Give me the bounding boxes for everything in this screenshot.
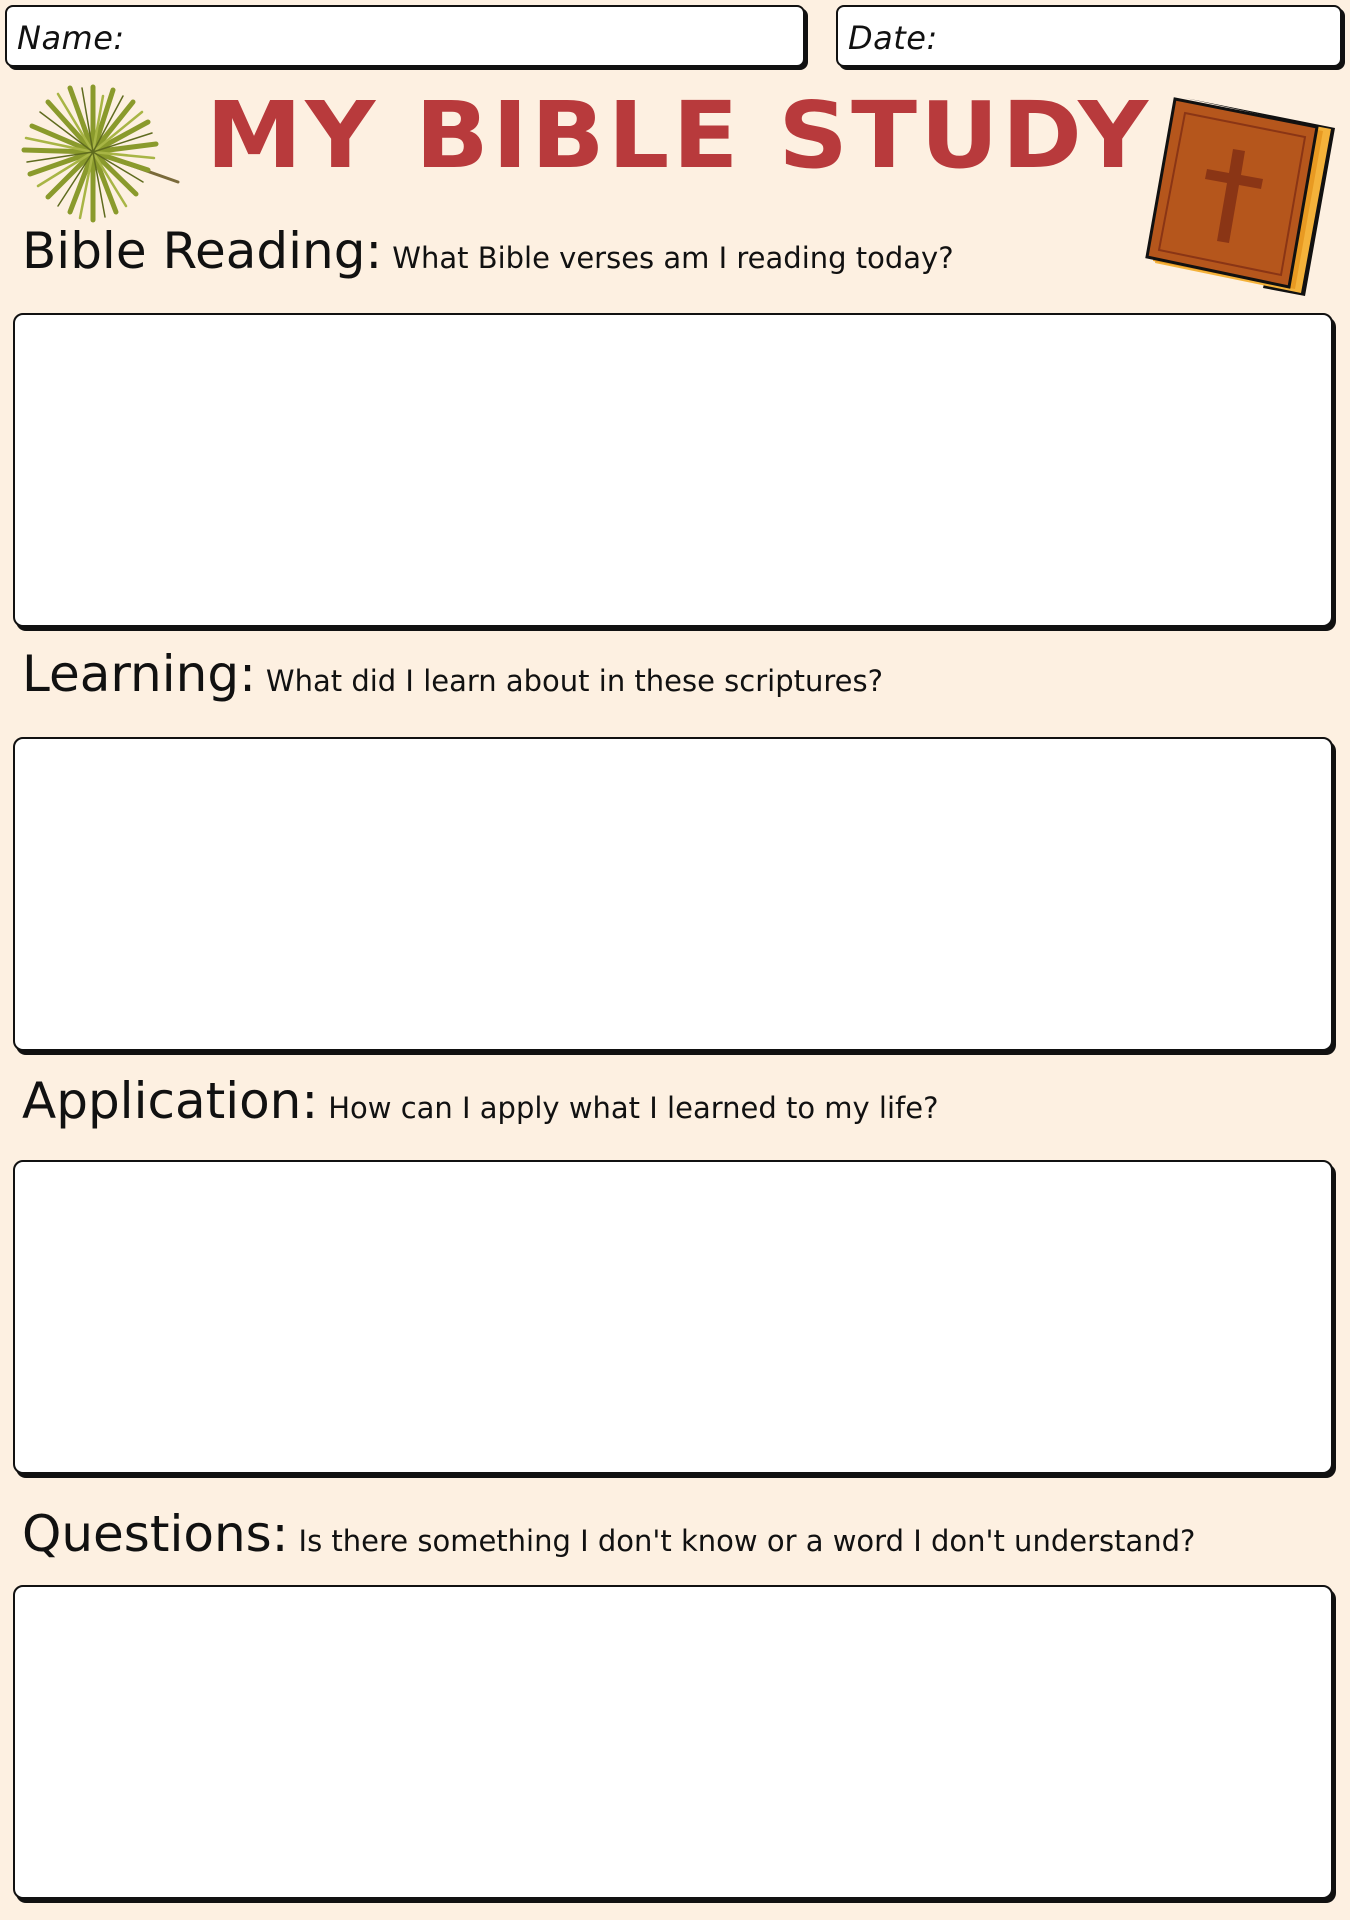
section-question: How can I apply what I learned to my life? (328, 1091, 939, 1125)
section-title: Application: (22, 1072, 319, 1130)
section-questions (22, 1505, 1195, 1563)
learning-box[interactable] (13, 737, 1333, 1051)
section-application (22, 1072, 939, 1130)
name-label: Name: (17, 19, 125, 57)
section-title: Learning: (22, 645, 256, 703)
page-title: MY BIBLE STUDY (206, 82, 1152, 189)
bible-book-icon (1145, 93, 1340, 298)
section-title: Bible Reading: (22, 222, 383, 280)
section-title: Questions: (22, 1505, 289, 1563)
palm-leaf-icon (18, 82, 188, 232)
application-box[interactable] (13, 1160, 1333, 1474)
date-label: Date: (848, 19, 938, 57)
date-field[interactable] (836, 5, 1342, 67)
section-question: What did I learn about in these scriptures? (265, 664, 884, 698)
questions-box[interactable] (13, 1585, 1333, 1899)
section-learning (22, 645, 883, 703)
section-question: What Bible verses am I reading today? (392, 241, 954, 275)
section-bible-reading (22, 222, 954, 280)
bible-reading-box[interactable] (13, 313, 1333, 627)
name-field[interactable] (5, 5, 805, 67)
section-question: Is there something I don't know or a word I don't understand? (298, 1524, 1196, 1558)
